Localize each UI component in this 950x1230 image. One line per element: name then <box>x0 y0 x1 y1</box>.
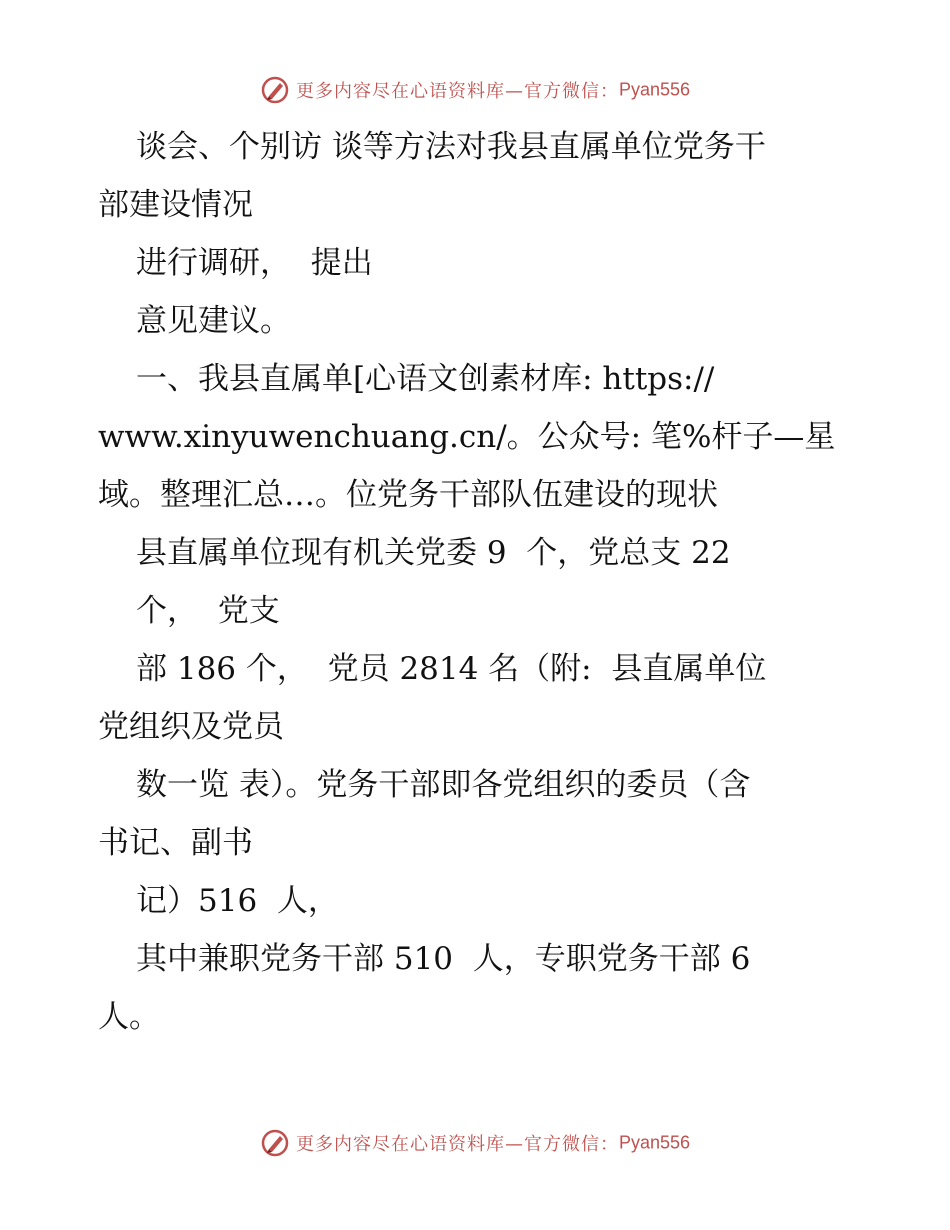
pen-logo-icon <box>260 75 290 105</box>
watermark-text: 更多内容尽在心语资料库—官方微信： <box>295 1134 619 1155</box>
footer-watermark <box>0 1128 950 1158</box>
text-line: 个， 党支 <box>136 593 280 629</box>
text-line: 部 186 个， 党员 2814 名（附: 县直属单位 <box>136 651 767 687</box>
text-line: 记）516 人， <box>136 883 339 919</box>
text-line: 进行调研， 提出 <box>136 245 373 281</box>
text-line: 数一览 表）。党务干部即各党组织的委员（含 <box>136 767 751 803</box>
text-line: www.xinyuwenchuang.cn/。公众号: 笔%杆子—星 <box>98 419 836 455</box>
text-line: 意见建议。 <box>136 303 291 339</box>
document-body <box>98 118 838 1046</box>
text-line: 一、我县直属单[心语文创素材库: https:// <box>136 361 715 397</box>
watermark-text: 更多内容尽在心语资料库—官方微信： <box>295 81 619 102</box>
pen-logo-icon <box>260 1128 290 1158</box>
watermark-handle: Pyan556 <box>618 79 691 100</box>
text-line: 人。 <box>98 999 160 1035</box>
text-line: 书记、副书 <box>98 825 253 861</box>
text-line: 部建设情况 <box>98 187 253 223</box>
text-line: 党组织及党员 <box>98 709 284 745</box>
text-line: 县直属单位现有机关党委 9 个，党总支 22 <box>136 535 731 571</box>
header-watermark <box>0 75 950 105</box>
text-line: 谈会、个别访 谈等方法对我县直属单位党务干 <box>136 129 766 165</box>
watermark-handle: Pyan556 <box>618 1132 691 1153</box>
text-line: 域。整理汇总…。位党务干部队伍建设的现状 <box>98 477 718 513</box>
text-line: 其中兼职党务干部 510 人，专职党务干部 6 <box>136 941 751 977</box>
